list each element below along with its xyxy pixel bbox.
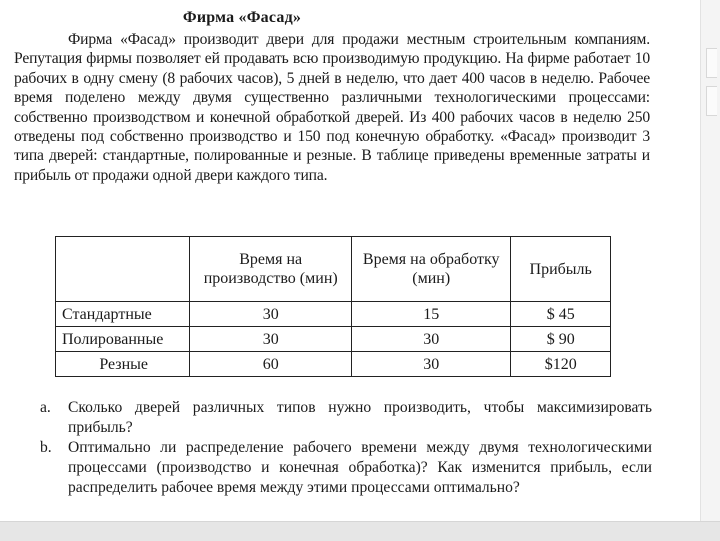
- question-marker: a.: [40, 399, 51, 416]
- document-title: Фирма «Фасад»: [182, 9, 302, 26]
- door-type-cell: Резные: [56, 352, 190, 377]
- question-item: [40, 438, 652, 498]
- question-list: [40, 398, 652, 498]
- finishing-time-cell: 30: [352, 327, 511, 352]
- table-row: [56, 327, 611, 352]
- production-time-cell: 30: [190, 327, 352, 352]
- header-profit: Прибыль: [511, 237, 611, 302]
- header-production-time: Время на производство (мин): [190, 237, 352, 302]
- door-cost-table: [55, 236, 611, 377]
- question-item: [40, 398, 652, 438]
- intro-paragraph: Фирма «Фасад» производит двери для продажи местным строительным компаниям. Репутация фирмы позволяет ей продавать всю производимую продукцию. На фирме работает 10 рабочих в одну смену (8 рабочих часов), 5 дней в неделю, что дает 400 часов в неделю. Рабочее время поделено между двумя существенно различными технологическими процессами: собственно производством и конечной обработкой дверей. Из 400 рабочих часов в неделю 250 отведены под собственно производство и 150 под конечную обработку. «Фасад» производит 3 типа дверей: стандартные, полированные и резные. В таблице приведены временные затраты и прибыль от продажи одной двери каждого типа.: [14, 31, 650, 184]
- side-tab-upper[interactable]: [706, 48, 717, 78]
- table-row: [56, 352, 611, 377]
- header-empty-cell: [56, 237, 190, 302]
- production-time-cell: 60: [190, 352, 352, 377]
- finishing-time-cell: 30: [352, 352, 511, 377]
- question-text: Сколько дверей различных типов нужно производить, чтобы максимизировать прибыль?: [68, 399, 652, 436]
- side-tab-lower[interactable]: [706, 86, 717, 116]
- door-type-cell: Полированные: [56, 327, 190, 352]
- question-marker: b.: [40, 439, 52, 456]
- table-row: [56, 302, 611, 327]
- table-header-row: [56, 237, 611, 302]
- bottom-bar: [0, 521, 720, 541]
- header-finishing-time: Время на обработку (мин): [352, 237, 511, 302]
- profit-cell: $ 45: [511, 302, 611, 327]
- question-text: Оптимально ли распределение рабочего времени между двумя технологическими процессами (производство и конечная обработка)? Как изменится прибыль, если распределить рабочее время между этими процессами оптимально?: [68, 439, 652, 496]
- production-time-cell: 30: [190, 302, 352, 327]
- finishing-time-cell: 15: [352, 302, 511, 327]
- profit-cell: $120: [511, 352, 611, 377]
- side-panel-strip: [700, 0, 720, 540]
- door-type-cell: Стандартные: [56, 302, 190, 327]
- profit-cell: $ 90: [511, 327, 611, 352]
